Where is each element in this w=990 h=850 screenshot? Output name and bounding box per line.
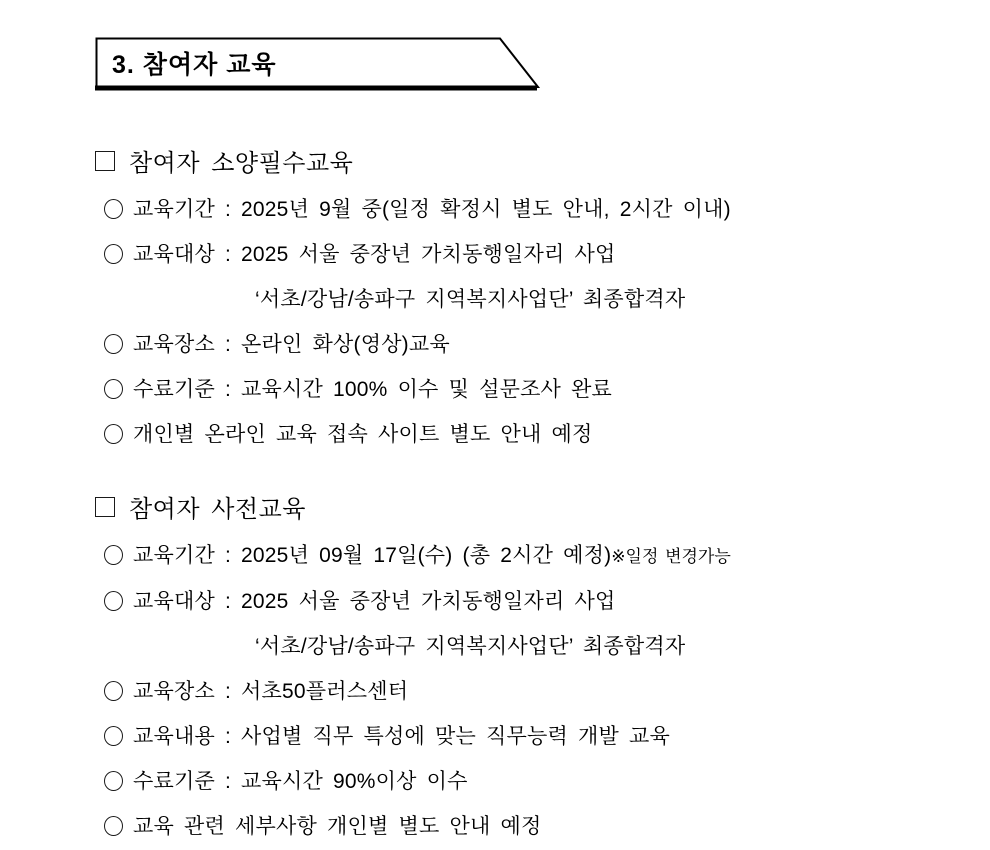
circle-bullet-icon [104, 379, 123, 399]
list-item-text: 교육장소 : 서초50플러스센터 [133, 680, 409, 703]
list-item-text: 수료기준 : 교육시간 90%이상 이수 [133, 770, 468, 793]
schedule-change-note: ※일정 변경가능 [611, 547, 731, 566]
circle-bullet-icon [104, 681, 123, 701]
circle-bullet-icon [104, 244, 123, 264]
list-item [104, 669, 964, 714]
section-heading-text: 참여자 소양필수교육 [129, 149, 354, 177]
list-item [104, 412, 964, 457]
section-heading-text: 참여자 사전교육 [129, 495, 306, 523]
circle-bullet-icon [104, 591, 123, 611]
circle-bullet-icon [104, 816, 123, 836]
section-heading-required-training [95, 144, 353, 176]
list-item [104, 759, 964, 804]
circle-bullet-icon [104, 199, 123, 219]
section-title-banner [95, 37, 545, 93]
circle-bullet-icon [104, 726, 123, 746]
list-item [104, 187, 964, 232]
list-item-text: 교육장소 : 온라인 화상(영상)교육 [133, 333, 450, 356]
list-item [104, 533, 964, 579]
circle-bullet-icon [104, 334, 123, 354]
list-item-line-2: ‘서초/강남/송파구 지역복지사업단’ 최종합격자 [255, 288, 686, 311]
list-item [104, 804, 964, 849]
section-1-item-list [104, 187, 964, 457]
list-item [104, 232, 964, 322]
section-2-item-list [104, 533, 964, 849]
list-item-text [133, 232, 964, 322]
list-item-text: 수료기준 : 교육시간 100% 이수 및 설문조사 완료 [133, 378, 613, 401]
square-bullet-icon [95, 497, 115, 517]
circle-bullet-icon [104, 545, 123, 565]
list-item-main-text: 교육기간 : 2025년 09월 17일(수) (총 2시간 예정) [133, 544, 612, 567]
list-item-text: 개인별 온라인 교육 접속 사이트 별도 안내 예정 [133, 423, 593, 446]
list-item [104, 367, 964, 412]
page-title: 3. 참여자 교육 [112, 51, 277, 79]
section-heading-pre-training [95, 490, 306, 522]
circle-bullet-icon [104, 424, 123, 444]
square-bullet-icon [95, 151, 115, 171]
list-item [104, 579, 964, 669]
list-item [104, 714, 964, 759]
circle-bullet-icon [104, 771, 123, 791]
list-item [104, 322, 964, 367]
list-item-line-1: 교육대상 : 2025 서울 중장년 가치동행일자리 사업 [133, 590, 616, 613]
list-item-line-1: 교육대상 : 2025 서울 중장년 가치동행일자리 사업 [133, 243, 616, 266]
list-item-text: 교육내용 : 사업별 직무 특성에 맞는 직무능력 개발 교육 [133, 725, 671, 748]
list-item-text: 교육 관련 세부사항 개인별 별도 안내 예정 [133, 815, 542, 838]
list-item-text [133, 533, 964, 579]
list-item-text: 교육기간 : 2025년 9월 중(일정 확정시 별도 안내, 2시간 이내) [133, 198, 731, 221]
list-item-line-2: ‘서초/강남/송파구 지역복지사업단’ 최종합격자 [255, 635, 686, 658]
list-item-text [133, 579, 964, 669]
